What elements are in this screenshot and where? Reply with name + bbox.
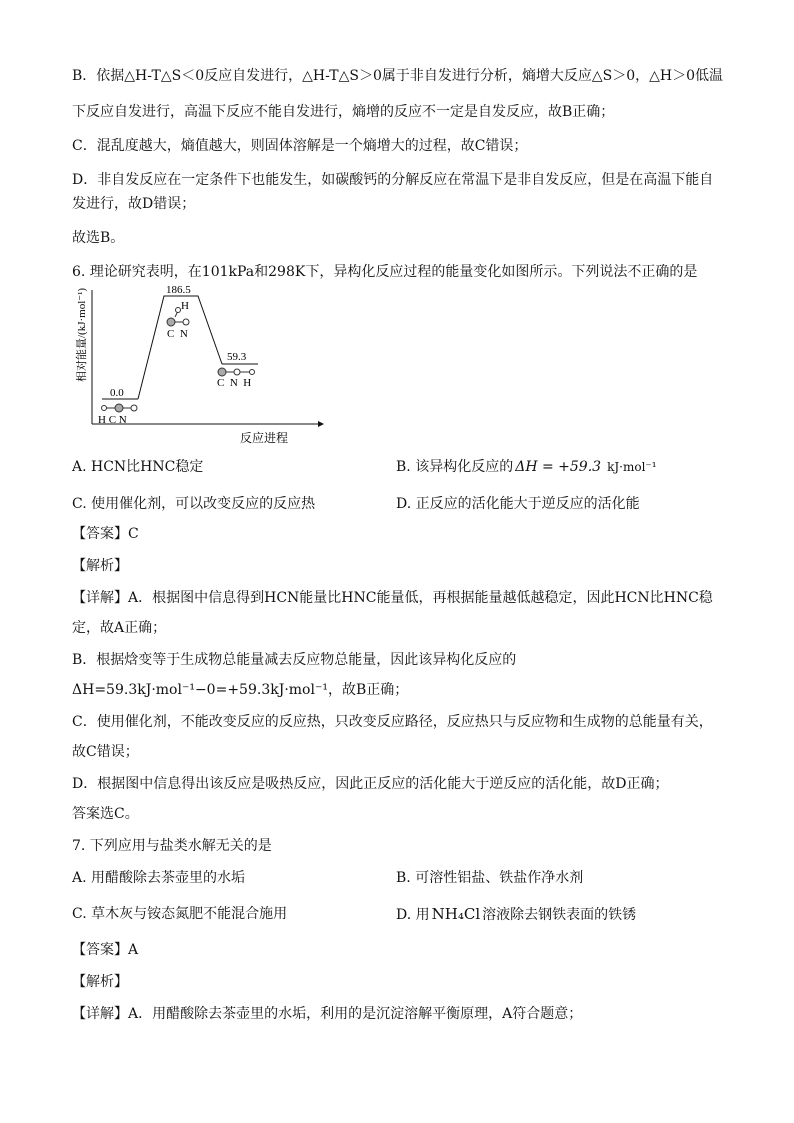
- q7-option-d-formula: NH₄Cl: [431, 905, 481, 923]
- x-axis-arrow: [318, 421, 324, 427]
- q6-detail-line: 答案选C。: [72, 806, 139, 822]
- q6-detail-line: 定，故A正确；: [72, 620, 167, 636]
- hcn-molecule-icon: [102, 404, 138, 412]
- q7-analysis-heading: 【解析】: [72, 974, 128, 990]
- q6-option-b: [396, 457, 657, 477]
- y-axis-label: 相对能量/(kJ·mol⁻¹): [76, 287, 88, 382]
- q7-option-c: C. 草木灰与铵态氮肥不能混合施用: [72, 906, 288, 922]
- q6-analysis-heading: 【解析】: [72, 558, 128, 574]
- q6-detail-line: B．根据焓变等于生成物总能量减去反应物总能量，因此该异构化反应的: [72, 652, 517, 668]
- q5-conclusion: 故选B。: [72, 230, 125, 246]
- hnc-molecule-icon: [218, 368, 255, 376]
- q7-answer: 【答案】A: [72, 942, 139, 958]
- q6-option-c: C. 使用催化剂，可以改变反应的反应热: [72, 496, 316, 512]
- q6-option-b-unit: kJ·mol⁻¹: [607, 460, 657, 474]
- hnc-label: C N H: [217, 377, 252, 389]
- q5-option-b-line-2: 下反应自发进行，高温下反应不能自发进行，熵增的反应不一定是自发反应，故B正确；: [72, 104, 615, 120]
- q5-option-d-line-1: D．非自发反应在一定条件下也能发生，如碳酸钙的分解反应在常温下是非自发反应，但是在高温下能自: [72, 172, 714, 188]
- q6-option-d: D. 正反应的活化能大于逆反应的活化能: [396, 496, 640, 512]
- q6-answer: 【答案】C: [72, 526, 139, 542]
- q7-detail-line: 【详解】A．用醋酸除去茶壶里的水垢，利用的是沉淀溶解平衡原理，A符合题意；: [72, 1006, 583, 1022]
- q6-option-b-math: ΔH = +59.3: [515, 459, 602, 475]
- q7-option-a: A. 用醋酸除去茶壶里的水垢: [72, 870, 246, 886]
- level-59-value: 59.3: [227, 351, 247, 363]
- q7-option-b: B. 可溶性铝盐、铁盐作净水剂: [396, 870, 584, 886]
- q6-option-b-text: B. 该异构化反应的: [396, 459, 514, 475]
- ts-label-bottom: C N: [167, 328, 188, 340]
- q6-stem: 6. 理论研究表明，在101kPa和298K下，异构化反应过程的能量变化如图所示。下列说法不正确的是: [72, 264, 698, 280]
- q7-option-d-prefix: D. 用: [396, 907, 430, 923]
- level-186-value: 186.5: [166, 284, 191, 296]
- q6-detail-line: C．使用催化剂，不能改变反应的反应热，只改变反应路径，反应热只与反应物和生成物的总能量有关，: [72, 714, 713, 730]
- q6-option-a: A. HCN比HNC稳定: [72, 459, 204, 475]
- q5-option-d-line-2: 发进行，故D错误；: [72, 196, 196, 212]
- energy-diagram: [72, 282, 332, 446]
- q5-option-c-line: C．混乱度越大，熵值越大，则固体溶解是一个熵增大的过程，故C错误；: [72, 138, 528, 154]
- q6-detail-line: 故C错误；: [72, 744, 139, 760]
- ts-label-top: H: [181, 300, 189, 312]
- level-0-value: 0.0: [110, 387, 124, 399]
- q6-detail-line: D．根据图中信息得出该反应是吸热反应，因此正反应的活化能大于逆反应的活化能，故D正确；: [72, 776, 669, 792]
- q7-option-d-suffix: 溶液除去钢铁表面的铁锈: [482, 907, 637, 923]
- q5-option-b-line-1: B．依据△H-T△S＜0反应自发进行，△H-T△S＞0属于非自发进行分析，熵增大反应△S＞0，△H＞0低温: [72, 68, 724, 84]
- hcn-label: H C N: [98, 414, 127, 426]
- x-axis-label: 反应进程: [240, 431, 289, 445]
- q7-option-d: [396, 904, 636, 925]
- q6-detail-line: ΔH=59.3kJ·mol⁻¹−0=+59.3kJ·mol⁻¹，故B正确；: [72, 682, 409, 698]
- q7-stem: 7. 下列应用与盐类水解无关的是: [72, 838, 272, 854]
- q6-detail-line: 【详解】A．根据图中信息得到HCN能量比HNC能量低，再根据能量越低越稳定，因此HCN比HNC稳: [72, 590, 713, 606]
